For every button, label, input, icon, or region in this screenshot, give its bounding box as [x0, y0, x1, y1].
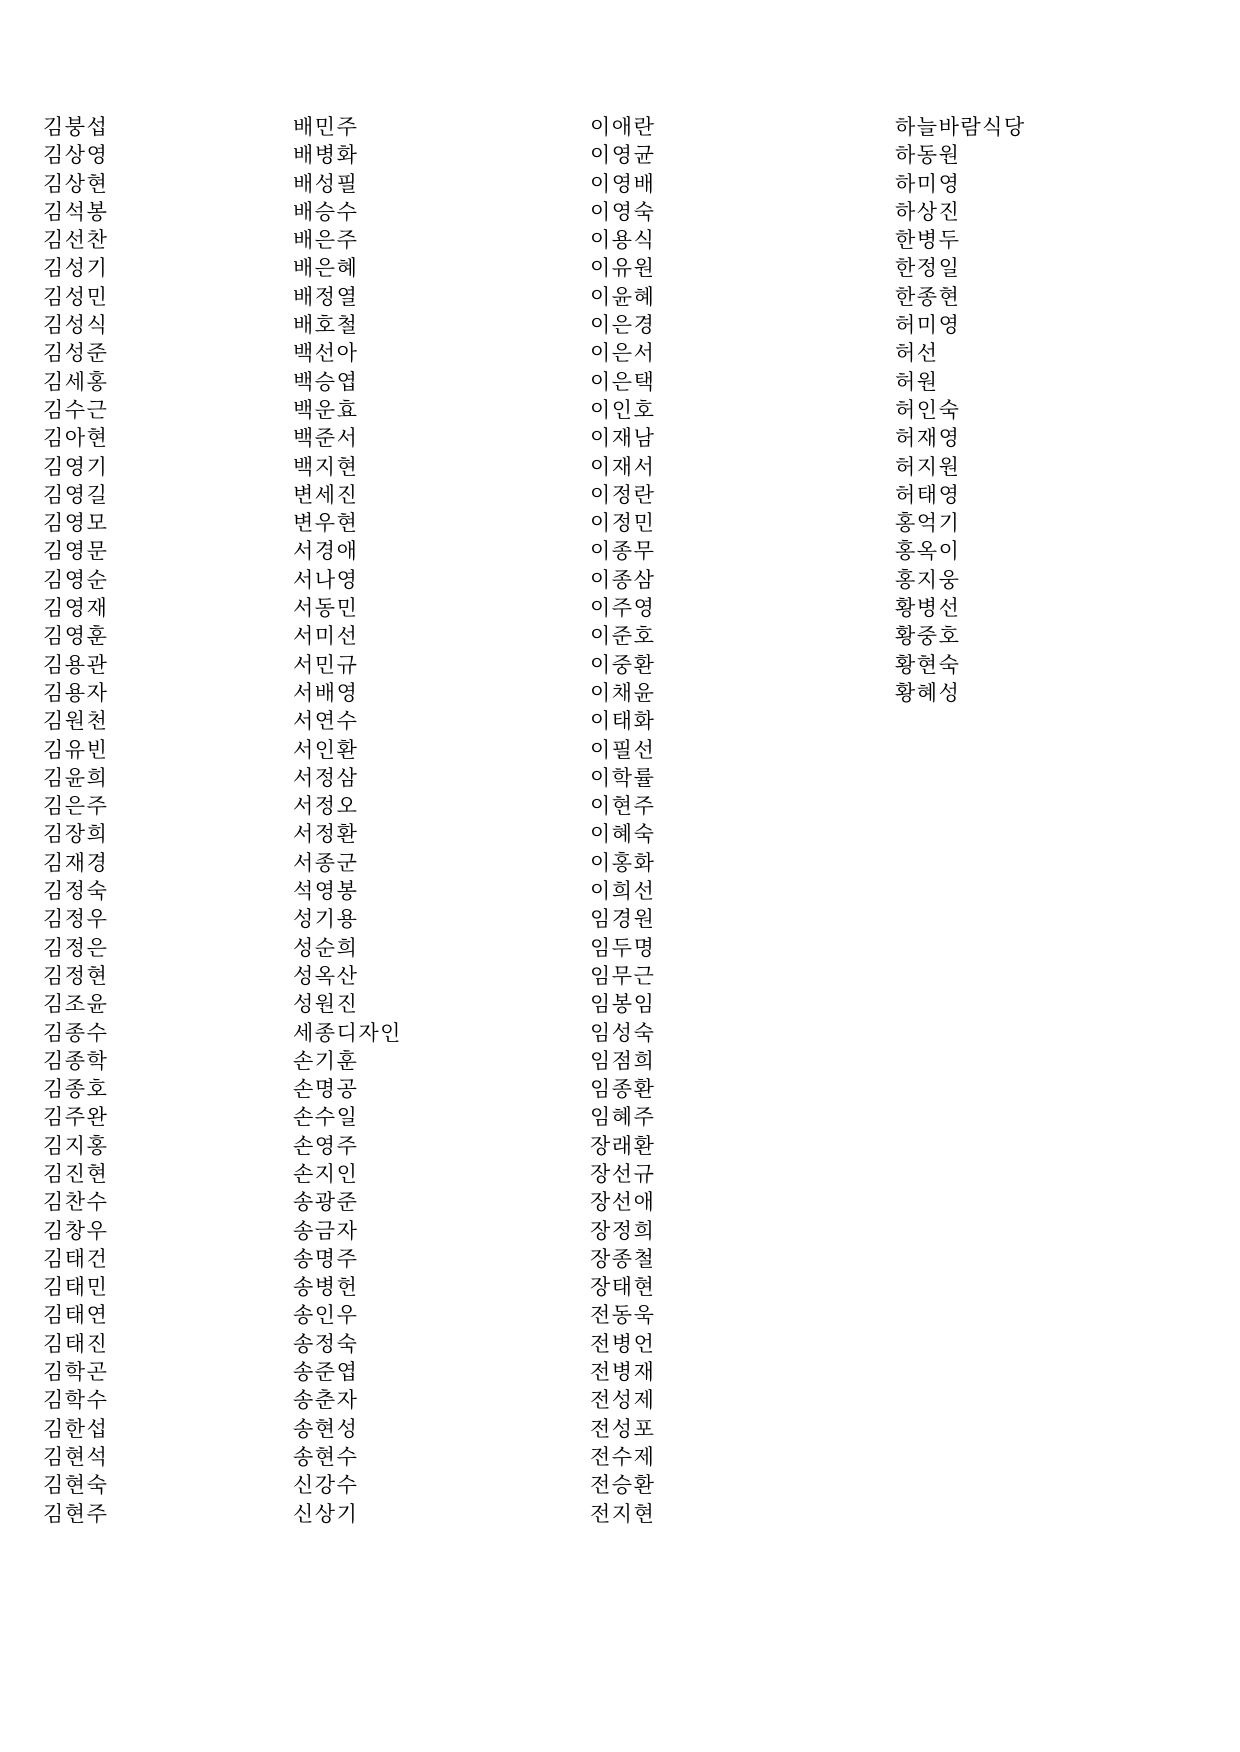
- name-cell: 김태진: [43, 1332, 109, 1356]
- name-cell: 김현숙: [43, 1474, 109, 1498]
- name-cell: 송정숙: [293, 1332, 359, 1356]
- name-cell: 서경애: [293, 540, 359, 564]
- name-cell: 전수제: [590, 1445, 656, 1469]
- name-cell: 김찬수: [43, 1191, 109, 1215]
- name-cell: 배병화: [293, 144, 359, 168]
- name-cell: 김정숙: [43, 880, 109, 904]
- name-cell: 장선규: [590, 1162, 656, 1186]
- name-cell: 이홍화: [590, 851, 656, 875]
- name-cell: 임성숙: [590, 1021, 656, 1045]
- name-cell: 이용식: [590, 229, 656, 253]
- name-cell: 장래환: [590, 1134, 656, 1158]
- name-cell: 이영숙: [590, 200, 656, 224]
- name-cell: 임두명: [590, 936, 656, 960]
- name-cell: 김정은: [43, 936, 109, 960]
- name-column-4: [895, 114, 1026, 708]
- name-cell: 송춘자: [293, 1389, 359, 1413]
- name-cell: 이은서: [590, 342, 656, 366]
- name-cell: 손수일: [293, 1106, 359, 1130]
- name-cell: 허원: [895, 370, 939, 394]
- name-cell: 한정일: [895, 257, 961, 281]
- name-cell: 김윤희: [43, 766, 109, 790]
- name-cell: 한종현: [895, 285, 961, 309]
- name-cell: 허태영: [895, 483, 961, 507]
- name-cell: 임경원: [590, 908, 656, 932]
- name-cell: 서나영: [293, 568, 359, 592]
- name-cell: 황현숙: [895, 653, 961, 677]
- name-cell: 배은주: [293, 229, 359, 253]
- name-cell: 김진현: [43, 1162, 109, 1186]
- name-cell: 홍억기: [895, 512, 961, 536]
- name-cell: 이태화: [590, 710, 656, 734]
- name-cell: 이애란: [590, 116, 656, 139]
- name-cell: 이중환: [590, 653, 656, 677]
- name-cell: 변우현: [293, 512, 359, 536]
- name-cell: 백선아: [293, 342, 359, 366]
- name-cell: 서종군: [293, 851, 359, 875]
- name-cell: 이재남: [590, 427, 656, 451]
- name-cell: 송병헌: [293, 1276, 359, 1300]
- name-cell: 김수근: [43, 398, 109, 422]
- name-cell: 성옥산: [293, 964, 359, 988]
- name-cell: 이주영: [590, 597, 656, 621]
- name-cell: 서동민: [293, 597, 359, 621]
- name-cell: 송광준: [293, 1191, 359, 1215]
- name-cell: 백운효: [293, 398, 359, 422]
- name-cell: 김선찬: [43, 229, 109, 253]
- name-cell: 전병언: [590, 1332, 656, 1356]
- name-cell: 황병선: [895, 597, 961, 621]
- name-cell: 이혜숙: [590, 823, 656, 847]
- name-cell: 이현주: [590, 795, 656, 819]
- name-cell: 백지현: [293, 455, 359, 479]
- name-cell: 손기훈: [293, 1049, 359, 1073]
- name-cell: 김영문: [43, 540, 109, 564]
- name-cell: 황혜성: [895, 681, 961, 705]
- name-cell: 송명주: [293, 1247, 359, 1271]
- name-cell: 김상영: [43, 144, 109, 168]
- name-cell: 송금자: [293, 1219, 359, 1243]
- name-cell: 하상진: [895, 200, 961, 224]
- name-cell: 배정열: [293, 285, 359, 309]
- name-cell: 전동욱: [590, 1304, 656, 1328]
- name-cell: 송현수: [293, 1445, 359, 1469]
- name-cell: 김붕섭: [43, 116, 109, 139]
- name-cell: 세종디자인: [293, 1021, 402, 1045]
- name-cell: 배성필: [293, 172, 359, 196]
- name-cell: 백승엽: [293, 370, 359, 394]
- name-cell: 배호철: [293, 314, 359, 338]
- name-cell: 김용관: [43, 653, 109, 677]
- name-cell: 허재영: [895, 427, 961, 451]
- name-cell: 배승수: [293, 200, 359, 224]
- name-cell: 김학수: [43, 1389, 109, 1413]
- name-cell: 김태연: [43, 1304, 109, 1328]
- name-cell: 백준서: [293, 427, 359, 451]
- name-cell: 송현성: [293, 1417, 359, 1441]
- name-cell: 김정현: [43, 964, 109, 988]
- name-cell: 이정민: [590, 512, 656, 536]
- name-cell: 성원진: [293, 993, 359, 1017]
- name-cell: 이영배: [590, 172, 656, 196]
- name-cell: 김종학: [43, 1049, 109, 1073]
- name-cell: 김정우: [43, 908, 109, 932]
- name-cell: 김조윤: [43, 993, 109, 1017]
- name-cell: 이은경: [590, 314, 656, 338]
- name-cell: 김태민: [43, 1276, 109, 1300]
- name-cell: 김성민: [43, 285, 109, 309]
- name-cell: 임무근: [590, 964, 656, 988]
- name-cell: 서인환: [293, 738, 359, 762]
- name-cell: 하동원: [895, 144, 961, 168]
- name-cell: 손영주: [293, 1134, 359, 1158]
- name-cell: 임봉임: [590, 993, 656, 1017]
- name-column-1: [43, 114, 108, 1529]
- name-cell: 김영훈: [43, 625, 109, 649]
- name-cell: 홍옥이: [895, 540, 961, 564]
- name-cell: 임점희: [590, 1049, 656, 1073]
- name-cell: 김성준: [43, 342, 109, 366]
- name-cell: 김장희: [43, 823, 109, 847]
- name-cell: 김영순: [43, 568, 109, 592]
- name-cell: 이정란: [590, 483, 656, 507]
- name-cell: 김재경: [43, 851, 109, 875]
- name-cell: 김원천: [43, 710, 109, 734]
- name-cell: 김은주: [43, 795, 109, 819]
- name-cell: 이유원: [590, 257, 656, 281]
- name-cell: 김성기: [43, 257, 109, 281]
- name-cell: 서정삼: [293, 766, 359, 790]
- name-cell: 이학률: [590, 766, 656, 790]
- name-cell: 신강수: [293, 1474, 359, 1498]
- name-cell: 허지원: [895, 455, 961, 479]
- name-cell: 김성식: [43, 314, 109, 338]
- name-cell: 임혜주: [590, 1106, 656, 1130]
- name-cell: 김상현: [43, 172, 109, 196]
- name-cell: 김지홍: [43, 1134, 109, 1158]
- name-cell: 변세진: [293, 483, 359, 507]
- name-cell: 김영모: [43, 512, 109, 536]
- name-cell: 배은혜: [293, 257, 359, 281]
- name-cell: 김종수: [43, 1021, 109, 1045]
- name-cell: 김유빈: [43, 738, 109, 762]
- name-cell: 전지현: [590, 1502, 656, 1526]
- name-cell: 신상기: [293, 1502, 359, 1526]
- name-cell: 김종호: [43, 1078, 109, 1102]
- name-cell: 김한섭: [43, 1417, 109, 1441]
- name-cell: 송준엽: [293, 1361, 359, 1385]
- name-cell: 장태현: [590, 1276, 656, 1300]
- name-cell: 김창우: [43, 1219, 109, 1243]
- name-cell: 이재서: [590, 455, 656, 479]
- name-cell: 허인숙: [895, 398, 961, 422]
- name-cell: 손명공: [293, 1078, 359, 1102]
- name-cell: 손지인: [293, 1162, 359, 1186]
- name-cell: 하미영: [895, 172, 961, 196]
- name-cell: 김세홍: [43, 370, 109, 394]
- name-cell: 전병재: [590, 1361, 656, 1385]
- name-cell: 이필선: [590, 738, 656, 762]
- name-cell: 장선애: [590, 1191, 656, 1215]
- name-cell: 황중호: [895, 625, 961, 649]
- name-cell: 허미영: [895, 314, 961, 338]
- name-cell: 서배영: [293, 681, 359, 705]
- name-cell: 김영재: [43, 597, 109, 621]
- name-cell: 한병두: [895, 229, 961, 253]
- name-cell: 서정환: [293, 823, 359, 847]
- name-cell: 이인호: [590, 398, 656, 422]
- name-cell: 이윤혜: [590, 285, 656, 309]
- name-cell: 장종철: [590, 1247, 656, 1271]
- name-cell: 김태건: [43, 1247, 109, 1271]
- name-cell: 송인우: [293, 1304, 359, 1328]
- name-cell: 석영봉: [293, 880, 359, 904]
- name-cell: 김주완: [43, 1106, 109, 1130]
- name-cell: 서미선: [293, 625, 359, 649]
- name-cell: 배민주: [293, 116, 359, 139]
- name-cell: 김용자: [43, 681, 109, 705]
- name-cell: 서민규: [293, 653, 359, 677]
- name-cell: 김석봉: [43, 200, 109, 224]
- name-cell: 이준호: [590, 625, 656, 649]
- name-cell: 김아현: [43, 427, 109, 451]
- name-cell: 허선: [895, 342, 939, 366]
- name-cell: 서정오: [293, 795, 359, 819]
- name-cell: 장정희: [590, 1219, 656, 1243]
- name-cell: 홍지웅: [895, 568, 961, 592]
- name-column-2: [293, 114, 402, 1529]
- name-cell: 이영균: [590, 144, 656, 168]
- name-cell: 전성포: [590, 1417, 656, 1441]
- name-cell: 전승환: [590, 1474, 656, 1498]
- name-cell: 김현주: [43, 1502, 109, 1526]
- name-cell: 김학곤: [43, 1361, 109, 1385]
- name-cell: 이종삼: [590, 568, 656, 592]
- name-cell: 이채윤: [590, 681, 656, 705]
- name-cell: 이은택: [590, 370, 656, 394]
- name-cell: 이희선: [590, 880, 656, 904]
- name-cell: 김영기: [43, 455, 109, 479]
- name-cell: 성기용: [293, 908, 359, 932]
- name-cell: 성순희: [293, 936, 359, 960]
- name-cell: 서연수: [293, 710, 359, 734]
- name-cell: 김현석: [43, 1445, 109, 1469]
- name-cell: 이종무: [590, 540, 656, 564]
- name-cell: 전성제: [590, 1389, 656, 1413]
- name-cell: 김영길: [43, 483, 109, 507]
- name-column-3: [590, 114, 655, 1529]
- name-cell: 하늘바람식당: [895, 116, 1026, 139]
- name-cell: 임종환: [590, 1078, 656, 1102]
